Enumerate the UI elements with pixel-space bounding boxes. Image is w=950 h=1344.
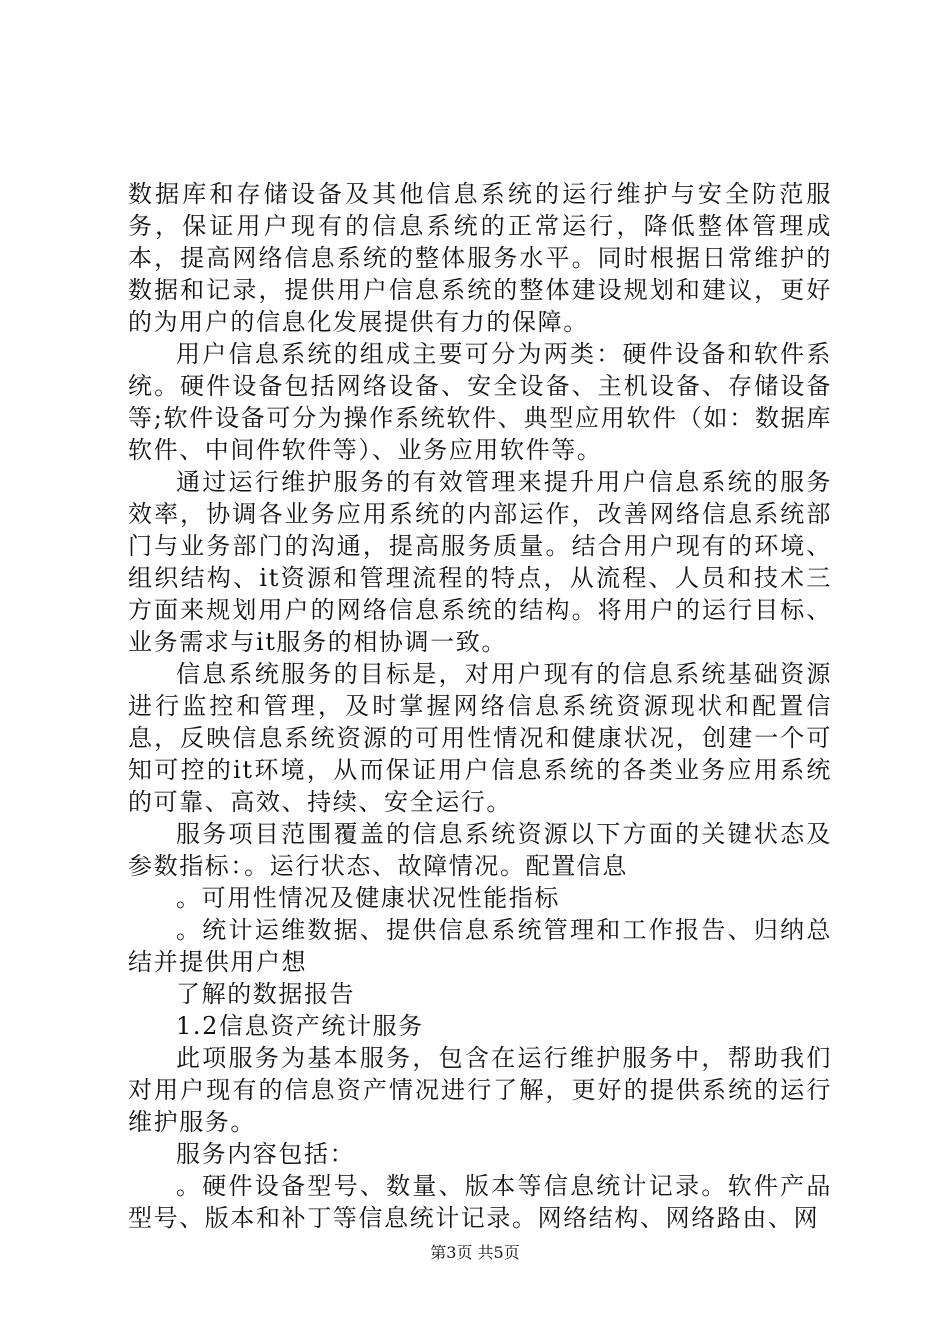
paragraph-10: 此项服务为基本服务，包含在运行维护服务中，帮助我们对用户现有的信息资产情况进行了解，更好的提供系统的运行维护服务。 — [128, 1044, 832, 1136]
paragraph-5: 服务项目范围覆盖的信息系统资源以下方面的关键状态及参数指标：。运行状态、故障情况。配置信息 — [128, 820, 832, 880]
page-footer: 第3页 共5页 — [430, 1243, 520, 1262]
paragraph-1: 数据库和存储设备及其他信息系统的运行维护与安全防范服务，保证用户现有的信息系统的正常运行，降低整体管理成本，提高网络信息系统的整体服务水平。同时根据日常维护的数据和记录，提供用户信息系统的整体建设规划和建议，更好的为用户的信息化发展提供有力的保障。 — [128, 180, 832, 336]
paragraph-3: 通过运行维护服务的有效管理来提升用户信息系统的服务效率，协调各业务应用系统的内部运作，改善网络信息系统部门与业务部门的沟通，提高服务质量。结合用户现有的环境、组织结构、it资源和管理流程的特点，从流程、人员和技术三方面来规划用户的网络信息系统的结构。将用户的运行目标、业务需求与it服务的相协调一致。 — [128, 468, 832, 656]
section-heading: 1.2信息资产统计服务 — [176, 1012, 424, 1040]
paragraph-4: 信息系统服务的目标是，对用户现有的信息系统基础资源进行监控和管理，及时掌握网络信息系统资源现状和配置信息，反映信息系统资源的可用性情况和健康状况，创建一个可知可控的it环境，从而保证用户信息系统的各类业务应用系统的可靠、高效、持续、安全运行。 — [128, 660, 832, 816]
paragraph-8: 了解的数据报告 — [176, 980, 356, 1008]
paragraph-7: 。统计运维数据、提供信息系统管理和工作报告、归纳总结并提供用户想 — [128, 916, 832, 976]
paragraph-12: 。硬件设备型号、数量、版本等信息统计记录。软件产品型号、版本和补丁等信息统计记录。网络结构、网络路由、网 — [128, 1172, 832, 1232]
paragraph-11: 服务内容包括： — [176, 1140, 356, 1168]
paragraph-2: 用户信息系统的组成主要可分为两类：硬件设备和软件系统。硬件设备包括网络设备、安全设备、主机设备、存储设备等;软件设备可分为操作系统软件、典型应用软件（如：数据库软件、中间件软件等）、业务应用软件等。 — [128, 340, 832, 464]
paragraph-6: 。可用性情况及健康状况性能指标 — [176, 884, 560, 912]
document-body — [128, 178, 832, 1234]
